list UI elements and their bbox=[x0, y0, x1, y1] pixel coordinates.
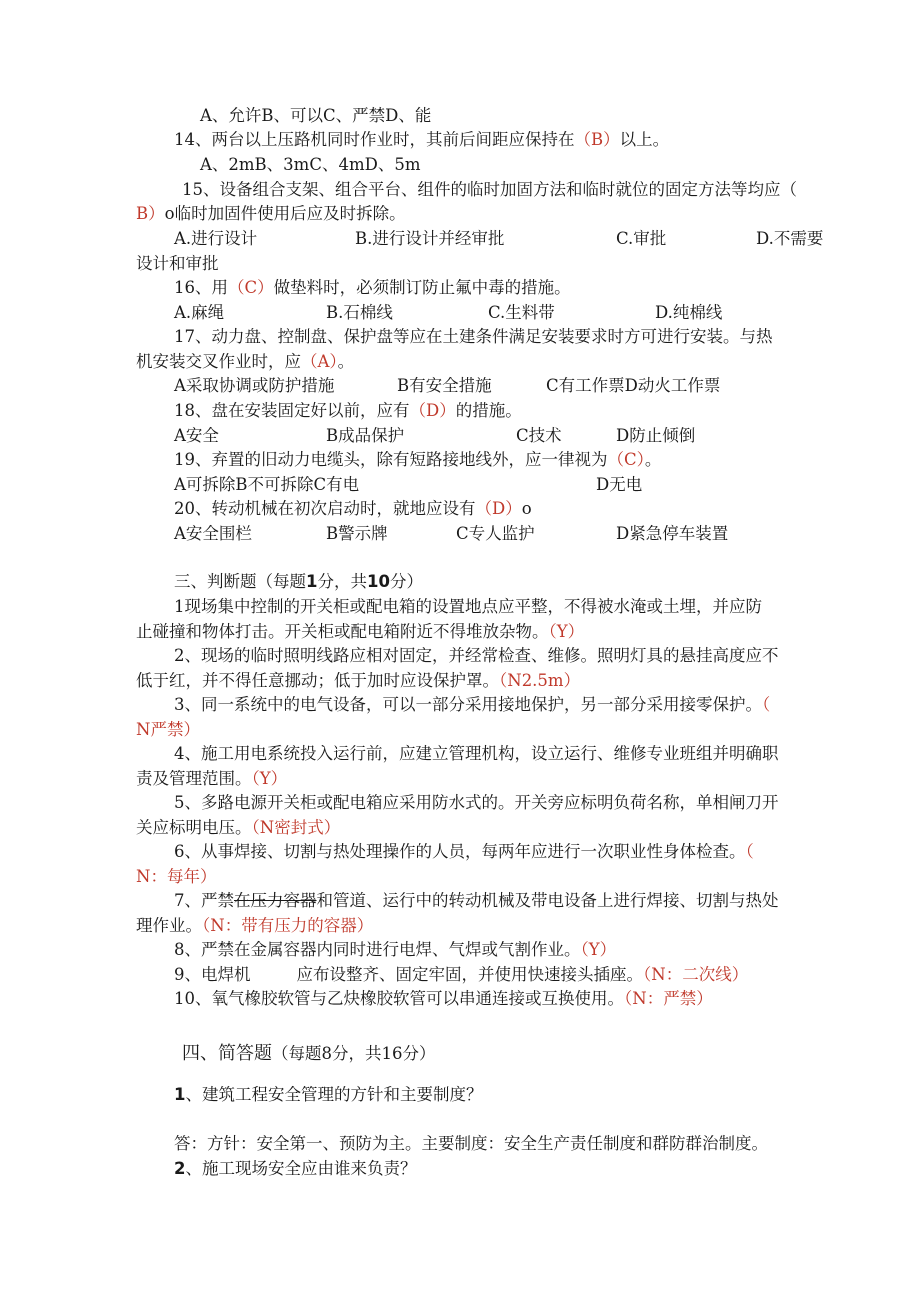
section4-title: 四、简答题（每题8分，共16分） bbox=[182, 1043, 436, 1064]
q14-answer: （B） bbox=[574, 130, 620, 149]
q20-answer: （D） bbox=[475, 499, 522, 518]
s1-question: 1、建筑工程安全管理的方针和主要制度？ bbox=[174, 1085, 483, 1104]
q18-option-d: D防止倾倒 bbox=[616, 426, 696, 445]
q15-option-d-cont: 设计和审批 bbox=[136, 254, 219, 273]
q17-option-a: A采取协调或防护措施 bbox=[174, 376, 335, 395]
q18-answer: （D） bbox=[409, 401, 456, 420]
q20-stem: 20、转动机械在初次启动时，就地应设有（D）o bbox=[174, 499, 532, 518]
q19-answer: （C） bbox=[607, 450, 645, 469]
q17-option-cd: C有工作票D动火工作票 bbox=[546, 376, 721, 395]
q20-option-c: C专人监护 bbox=[456, 524, 535, 543]
q19-stem: 19、弃置的旧动力电缆头，除有短路接地线外，应一律视为（C）。 bbox=[174, 450, 662, 469]
q19-options-abc: A可拆除B不可拆除C有电 bbox=[174, 475, 360, 494]
s2-question: 2、施工现场安全应由谁来负责？ bbox=[174, 1159, 417, 1178]
s1-answer: 答：方针：安全第一、预防为主。主要制度：安全生产责任制度和群防群治制度。 bbox=[174, 1134, 768, 1153]
j3-line1: 3、同一系统中的电气设备，可以一部分采用接地保护，另一部分采用接零保护。（ bbox=[174, 695, 771, 714]
q16-option-a: A.麻绳 bbox=[174, 303, 225, 322]
q16-option-d: D.纯棉线 bbox=[655, 303, 723, 322]
j2-line2: 低于红，并不得任意挪动；低于加时应设保护罩。（N2.5m） bbox=[136, 671, 581, 690]
q18-stem: 18、盘在安装固定好以前，应有（D）的措施。 bbox=[174, 401, 522, 420]
q17-stem-cont: 机安装交叉作业时，应（A）。 bbox=[136, 352, 355, 371]
j10-answer: （N：严禁） bbox=[624, 989, 713, 1008]
q18-option-a: A安全 bbox=[174, 426, 219, 445]
j1-line1: 1现场集中控制的开关柜或配电箱的设置地点应平整，不得被水淹或土埋，并应防 bbox=[174, 597, 762, 616]
q20-option-d: D紧急停车装置 bbox=[616, 524, 729, 543]
q20-option-b: B警示牌 bbox=[326, 524, 388, 543]
j6-line1: 6、从事焊接、切割与热处理操作的人员，每两年应进行一次职业性身体检查。（ bbox=[174, 842, 754, 861]
q13-options: A、允许B、可以C、严禁D、能 bbox=[200, 106, 432, 125]
q18-option-c: C技术 bbox=[516, 426, 562, 445]
q18-option-b: B成品保护 bbox=[326, 426, 405, 445]
q16-option-c: C.生料带 bbox=[488, 303, 555, 322]
q15-option-c: C.审批 bbox=[616, 229, 667, 248]
section3-title: 三、判断题（每题1分，共10分） bbox=[174, 572, 423, 591]
j3-answer: N严禁） bbox=[136, 720, 200, 739]
j2-answer: （N2.5m） bbox=[499, 671, 581, 690]
j7-struck-text: 在压力容器 bbox=[234, 891, 317, 910]
q16-answer: （C） bbox=[228, 278, 274, 297]
j4-answer: （Y） bbox=[251, 769, 288, 788]
q16-option-b: B.石棉线 bbox=[326, 303, 393, 322]
q15-stem-cont: B）o临时加固件使用后应及时拆除。 bbox=[136, 204, 406, 223]
q17-answer: （A） bbox=[301, 352, 338, 371]
q17-stem: 17、动力盘、控制盘、保护盘等应在土建条件满足安装要求时方可进行安装。与热 bbox=[174, 327, 773, 346]
j8-line1: 8、严禁在金属容器内同时进行电焊、气焊或气割作业。（Y） bbox=[174, 940, 617, 959]
j8-answer: （Y） bbox=[580, 940, 617, 959]
q15-option-b: B.进行设计并经审批 bbox=[355, 229, 505, 248]
j7-answer: （N：带有压力的容器） bbox=[202, 916, 374, 935]
j5-answer: （N密封式） bbox=[251, 818, 341, 837]
q14-stem: 14、两台以上压路机同时作业时，其前后间距应保持在（B）以上。 bbox=[174, 130, 670, 149]
j5-line2: 关应标明电压。（N密封式） bbox=[136, 818, 341, 837]
j6-answer: N：每年） bbox=[136, 867, 217, 886]
j9-answer: （N：二次线） bbox=[643, 965, 749, 984]
j9-line1: 9、电焊机 应布设整齐、固定牢固，并使用快速接头插座。（N：二次线） bbox=[174, 965, 749, 984]
j7-line1: 7、严禁在压力容器和管道、运行中的转动机械及带电设备上进行焊接、切割与热处 bbox=[174, 891, 779, 910]
q16-stem: 16、用（C）做垫料时，必须制订防止氟中毒的措施。 bbox=[174, 278, 571, 297]
j1-line2: 止碰撞和物体打击。开关柜或配电箱附近不得堆放杂物。（Y） bbox=[136, 622, 585, 641]
j10-line1: 10、氧气橡胶软管与乙炔橡胶软管可以串通连接或互换使用。（N：严禁） bbox=[174, 989, 713, 1008]
q15-option-a: A.进行设计 bbox=[174, 229, 258, 248]
q17-option-b: B有安全措施 bbox=[397, 376, 492, 395]
q19-option-d: D无电 bbox=[596, 475, 643, 494]
q14-options: A、2mB、3mC、4mD、5m bbox=[200, 155, 421, 174]
j5-line1: 5、多路电源开关柜或配电箱应采用防水式的。开关旁应标明负荷名称，单相闸刀开 bbox=[174, 793, 779, 812]
j4-line2: 责及管理范围。（Y） bbox=[136, 769, 288, 788]
j1-answer: （Y） bbox=[548, 622, 585, 641]
q20-option-a: A安全围栏 bbox=[174, 524, 252, 543]
q15-answer: B） bbox=[136, 204, 165, 223]
j2-line1: 2、现场的临时照明线路应相对固定，并经常检查、维修。照明灯具的悬挂高度应不 bbox=[174, 646, 779, 665]
j4-line1: 4、施工用电系统投入运行前，应建立管理机构，设立运行、维修专业班组并明确职 bbox=[174, 744, 779, 763]
q15-option-d: D.不需要 bbox=[756, 229, 824, 248]
j7-line2: 理作业。（N：带有压力的容器） bbox=[136, 916, 374, 935]
q15-stem: 15、设备组合支架、组合平台、组件的临时加固方法和临时就位的固定方法等均应（ bbox=[182, 180, 797, 199]
